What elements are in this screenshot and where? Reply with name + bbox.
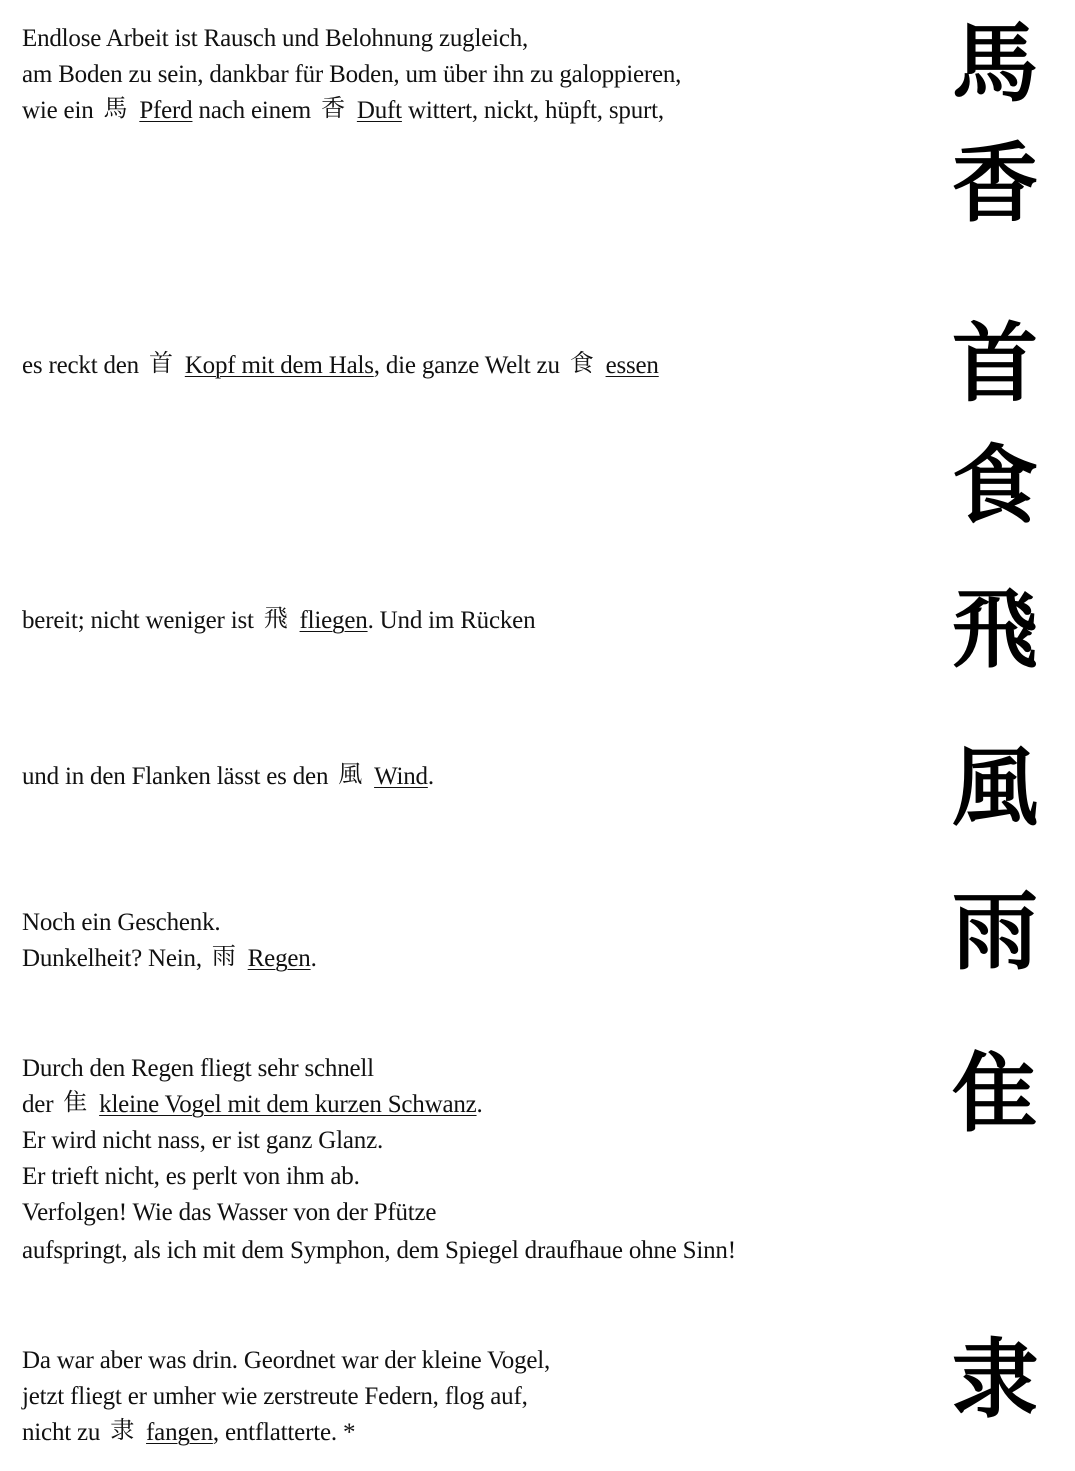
gloss-pferd: Pferd bbox=[139, 97, 193, 124]
text-fragment: , die ganze Welt zu bbox=[373, 352, 560, 379]
wind-glyph-large: 風 bbox=[952, 738, 1038, 838]
text-fragment: . bbox=[310, 945, 317, 972]
poem-line: Noch ein Geschenk. bbox=[22, 909, 221, 936]
short-tailed-bird-glyph: 隹 bbox=[63, 1088, 88, 1116]
text-fragment: . bbox=[476, 1091, 483, 1118]
rain-glyph: 雨 bbox=[211, 942, 236, 970]
horse-glyph-large: 馬 bbox=[952, 14, 1038, 114]
poem-line bbox=[22, 1086, 483, 1123]
poem-line: Durch den Regen fliegt sehr schnell bbox=[22, 1055, 374, 1082]
eat-glyph: 食 bbox=[569, 349, 594, 377]
poem-line: am Boden zu sein, dankbar für Boden, um über ihn zu galoppieren, bbox=[22, 61, 682, 88]
fly-glyph: 飛 bbox=[263, 604, 288, 632]
poem-line: Verfolgen! Wie das Wasser von der Pfütze bbox=[22, 1199, 437, 1226]
gloss-duft: Duft bbox=[356, 97, 402, 124]
poem-line: Er wird nicht nass, er ist ganz Glanz. bbox=[22, 1127, 384, 1154]
poem-line: Er trieft nicht, es perlt von ihm ab. bbox=[22, 1163, 360, 1190]
text-fragment: Dunkelheit? Nein, bbox=[22, 945, 202, 972]
gloss-regen: Regen bbox=[247, 945, 311, 972]
poem-line: Endlose Arbeit ist Rausch und Belohnung zugleich, bbox=[22, 25, 529, 52]
eat-glyph-large: 食 bbox=[952, 436, 1038, 536]
head-glyph: 首 bbox=[149, 349, 173, 377]
text-fragment: . Und im Rücken bbox=[367, 607, 536, 634]
text-fragment: wie ein bbox=[22, 97, 94, 124]
poem-line: jetzt fliegt er umher wie zerstreute Federn, flog auf, bbox=[22, 1383, 528, 1410]
poem-line bbox=[22, 602, 535, 639]
fragrance-glyph-large: 香 bbox=[952, 134, 1038, 234]
poem-line bbox=[22, 940, 317, 977]
gloss-essen: essen bbox=[605, 352, 659, 379]
text-fragment: . bbox=[427, 763, 434, 790]
poem-line bbox=[22, 758, 434, 795]
poem-line: aufspringt, als ich mit dem Symphon, dem Spiegel draufhaue ohne Sinn! bbox=[22, 1237, 736, 1264]
fly-glyph-large: 飛 bbox=[952, 580, 1038, 680]
text-fragment: es reckt den bbox=[22, 352, 139, 379]
gloss-fliegen: fliegen bbox=[299, 607, 368, 634]
horse-glyph: 馬 bbox=[103, 94, 128, 122]
short-tailed-bird-glyph-large: 隹 bbox=[952, 1044, 1038, 1144]
text-fragment: , entflatterte. * bbox=[212, 1419, 356, 1446]
wind-glyph: 風 bbox=[338, 760, 363, 788]
poem-line bbox=[22, 347, 659, 384]
text-fragment: bereit; nicht weniger ist bbox=[22, 607, 254, 634]
rain-glyph-large: 雨 bbox=[952, 882, 1038, 982]
text-fragment: nicht zu bbox=[22, 1419, 101, 1446]
poem-line bbox=[22, 1414, 355, 1451]
poem-line: Da war aber was drin. Geordnet war der kleine Vogel, bbox=[22, 1347, 551, 1374]
gloss-kopf: Kopf mit dem Hals bbox=[184, 352, 374, 379]
text-fragment: nach einem bbox=[198, 97, 312, 124]
poem-line bbox=[22, 92, 664, 129]
fragrance-glyph: 香 bbox=[321, 94, 345, 122]
text-fragment: wittert, nickt, hüpft, spurt, bbox=[407, 97, 664, 124]
gloss-wind: Wind bbox=[374, 763, 428, 790]
seize-glyph: 隶 bbox=[110, 1416, 135, 1444]
gloss-vogel: kleine Vogel mit dem kurzen Schwanz bbox=[99, 1091, 477, 1118]
seize-glyph-large: 隶 bbox=[952, 1330, 1038, 1430]
text-fragment: der bbox=[22, 1091, 54, 1118]
text-fragment: und in den Flanken lässt es den bbox=[22, 763, 329, 790]
head-glyph-large: 首 bbox=[952, 314, 1038, 414]
gloss-fangen: fangen bbox=[146, 1419, 213, 1446]
